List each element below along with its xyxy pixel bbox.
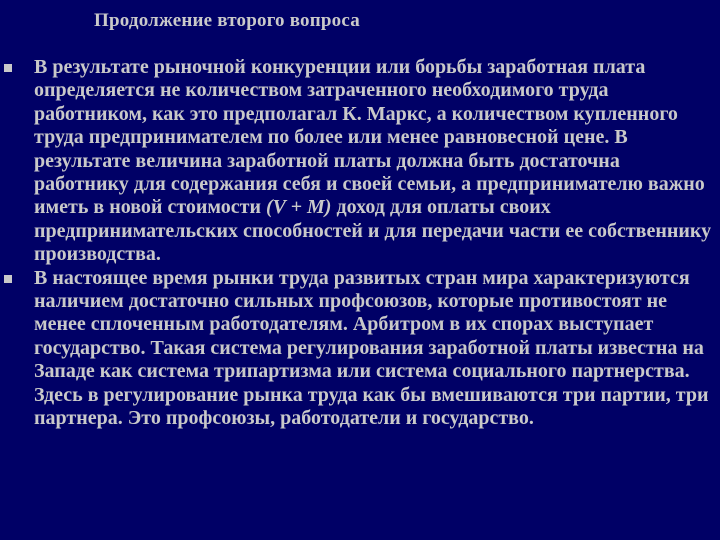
- square-bullet-icon: [4, 64, 12, 72]
- bullet-text-part: доход для оплаты своих предпринимательских способностей и для передачи части ее собственнику производства.: [34, 196, 712, 266]
- slide-title: Продолжение второго вопроса: [94, 10, 360, 31]
- bullet-text: В настоящее время рынки труда развитых стран мира характеризуются наличием достаточно сильных профсоюзов, которые противостоят не менее сплоченным работодателям. Арбитром в их спорах выступает государство. Такая система регулирования заработной платы известна на Западе как система трипартизма или система социального партнерства. Здесь в регулирование рынка труда как бы вмешиваются три партии, три партнера. Это профсоюзы, работодатели и государство.: [34, 266, 709, 430]
- bullet-item-labor-markets: [0, 267, 720, 431]
- bullet-text-part: В результате рыночной конкуренции или борьбы заработная плата определяется не количеством затраченного необходимого труда работником, как это предполагал К. Маркс, а количеством купленного труда предпринимателем по более или менее равновесной цене. В результате величина заработной платы должна быть достаточна работнику для содержания себя и своей семьи, а предпринимателю важно иметь в новой стоимости: [34, 56, 705, 219]
- bullet-list: [0, 56, 720, 431]
- formula-v-plus-m: (V + M): [265, 196, 332, 219]
- square-bullet-icon: [4, 275, 12, 283]
- bullet-item-market-competition: [0, 56, 720, 267]
